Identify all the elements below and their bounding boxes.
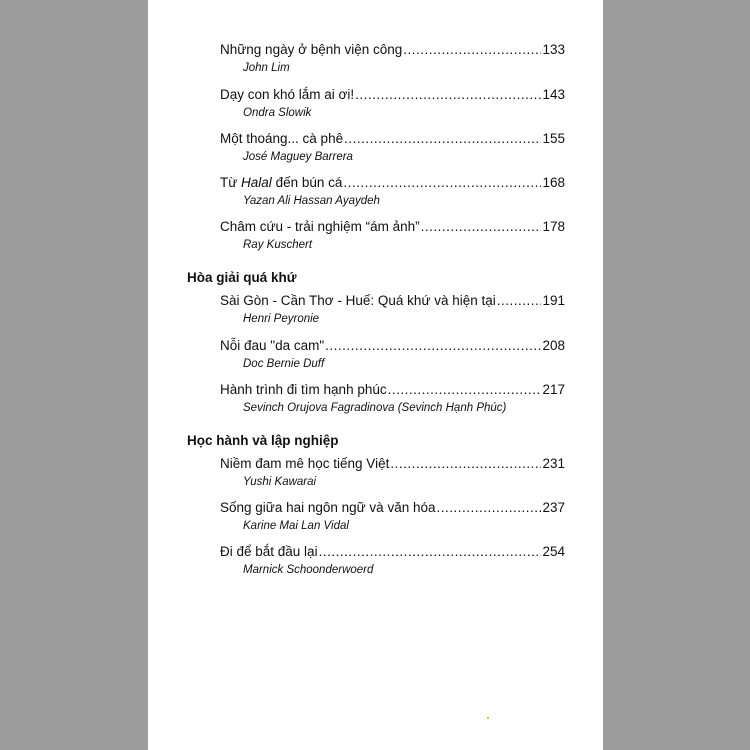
toc-entry-title: Một thoáng... cà phê bbox=[220, 131, 344, 146]
toc-page-number: 143 bbox=[542, 87, 565, 102]
toc-entry-title: Châm cứu - trải nghiệm “ám ảnh” bbox=[220, 219, 420, 234]
dot-leader bbox=[437, 500, 542, 516]
toc-entry-title: Những ngày ở bệnh viện công bbox=[220, 42, 403, 57]
toc-entry[interactable] bbox=[220, 219, 565, 252]
toc-entry-title: Từ Halal đến bún cá bbox=[220, 175, 343, 190]
toc-title-row bbox=[220, 293, 565, 309]
toc-title-row bbox=[220, 175, 565, 191]
toc-entry-title: Nỗi đau "da cam" bbox=[220, 338, 325, 353]
toc-entry-author: John Lim bbox=[243, 62, 290, 74]
toc-title-row bbox=[220, 456, 565, 472]
dot-leader bbox=[355, 87, 541, 103]
toc-entry[interactable] bbox=[220, 382, 565, 415]
toc-title-row bbox=[220, 42, 565, 58]
toc-page-number: 254 bbox=[542, 544, 565, 559]
toc-entry[interactable] bbox=[220, 456, 565, 489]
toc-title-row bbox=[220, 219, 565, 235]
toc-entry[interactable] bbox=[220, 87, 565, 120]
dot-leader bbox=[325, 338, 541, 354]
toc-entry[interactable] bbox=[220, 131, 565, 164]
toc-title-row bbox=[220, 544, 565, 560]
toc-page-number: 133 bbox=[542, 42, 565, 57]
dot-leader bbox=[421, 219, 542, 235]
print-speck bbox=[487, 717, 489, 719]
toc-entry-author: Marnick Schoonderwoerd bbox=[243, 564, 374, 576]
toc-entry-author: Ray Kuschert bbox=[243, 239, 313, 251]
dot-leader bbox=[403, 42, 541, 58]
toc-entry-title: Sài Gòn - Cần Thơ - Huế: Quá khứ và hiện tại bbox=[220, 293, 496, 308]
toc-page-number: 208 bbox=[542, 338, 565, 353]
toc-entry-author: José Maguey Barrera bbox=[243, 151, 353, 163]
toc-entry-author: Karine Mai Lan Vidal bbox=[243, 520, 349, 532]
toc-entry-author: Henri Peyronie bbox=[243, 313, 320, 325]
toc-page-number: 191 bbox=[542, 293, 565, 308]
toc-page-number: 155 bbox=[542, 131, 565, 146]
toc-page-number: 231 bbox=[542, 456, 565, 471]
document-page bbox=[148, 0, 603, 750]
toc-entry[interactable] bbox=[220, 544, 565, 577]
toc-title-row bbox=[220, 382, 565, 398]
toc-entry[interactable] bbox=[220, 293, 565, 326]
toc-title-row bbox=[220, 131, 565, 147]
dot-leader bbox=[497, 293, 542, 309]
toc-entry-title: Niềm đam mê học tiếng Việt bbox=[220, 456, 390, 471]
toc-entry-author: Yushi Kawarai bbox=[243, 476, 317, 488]
toc-entry-title: Đi để bắt đầu lại bbox=[220, 544, 318, 559]
toc-entry-author: Sevinch Orujova Fagradinova (Sevinch Hạnh Phúc) bbox=[243, 402, 507, 414]
toc-title-row bbox=[220, 87, 565, 103]
toc-entry-title: Sống giữa hai ngôn ngữ và văn hóa bbox=[220, 500, 436, 515]
toc-entry[interactable] bbox=[220, 338, 565, 371]
toc-page-number: 237 bbox=[542, 500, 565, 515]
toc-entry-author: Ondra Slowik bbox=[243, 107, 312, 119]
dot-leader bbox=[344, 131, 541, 147]
toc-title-row bbox=[220, 500, 565, 516]
toc-entry[interactable] bbox=[220, 175, 565, 208]
dot-leader bbox=[390, 456, 541, 472]
dot-leader bbox=[388, 382, 542, 398]
toc-entry-title: Dạy con khó lắm ai ơi! bbox=[220, 87, 355, 102]
toc-entry-title: Hành trình đi tìm hạnh phúc bbox=[220, 382, 387, 397]
section-heading: Học hành và lập nghiệp bbox=[187, 433, 339, 448]
toc-page-number: 178 bbox=[542, 219, 565, 234]
toc-title-row bbox=[220, 338, 565, 354]
section-heading: Hòa giải quá khứ bbox=[187, 270, 297, 285]
dot-leader bbox=[319, 544, 542, 560]
dot-leader bbox=[343, 175, 541, 191]
toc-page-number: 168 bbox=[542, 175, 565, 190]
toc-entry-author: Yazan Ali Hassan Ayaydeh bbox=[243, 195, 380, 207]
toc-page-number: 217 bbox=[542, 382, 565, 397]
toc-entry-author: Doc Bernie Duff bbox=[243, 358, 325, 370]
toc-entry[interactable] bbox=[220, 42, 565, 75]
toc-entry[interactable] bbox=[220, 500, 565, 533]
